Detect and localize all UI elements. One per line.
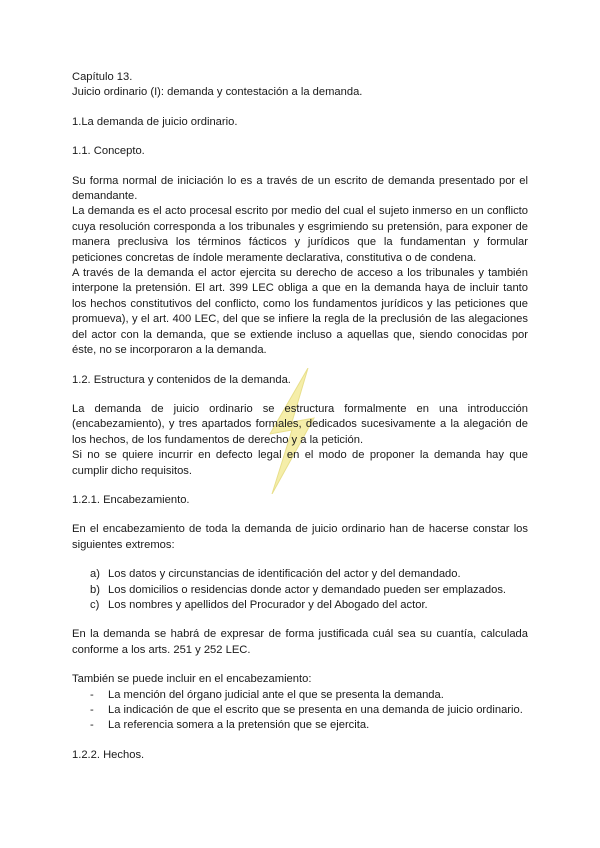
paragraph: La demanda de juicio ordinario se estructura formalmente en una introducción (encabezamiento), y tres apartados formales, dedicados sucesivamente a la alegación de los hechos, de los fundamentos de derecho y a la petición.: [72, 402, 528, 446]
list-marker: c): [90, 598, 100, 611]
list-item: [90, 583, 528, 598]
section-heading: 1.1. Concepto.: [72, 145, 145, 158]
chapter-title: Capítulo 13.: [72, 71, 133, 83]
list-marker: -: [90, 688, 94, 701]
list-item-text: La mención del órgano judicial ante el que se presenta la demanda.: [108, 688, 444, 701]
paragraph: En la demanda se habrá de expresar de forma justificada cuál sea su cuantía, calculada conforme a los arts. 251 y 252 LEC.: [72, 628, 528, 656]
paragraph: Su forma normal de iniciación lo es a través de un escrito de demanda presentado por el demandante.: [72, 174, 528, 203]
section-heading: 1.2. Estructura y contenidos de la demanda.: [72, 373, 291, 386]
list-marker: a): [90, 568, 100, 581]
section-heading: 1.La demanda de juicio ordinario.: [72, 115, 238, 128]
list-item-text: La indicación de que el escrito que se presenta en una demanda de juicio ordinario.: [108, 704, 523, 716]
list-item: [90, 703, 528, 718]
chapter-subtitle: Juicio ordinario (I): demanda y contestación a la demanda.: [72, 86, 363, 99]
paragraph: Si no se quiere incurrir en defecto legal en el modo de proponer la demanda hay que cumplir dicho requisitos.: [72, 449, 528, 477]
paragraph: En el encabezamiento de toda la demanda de juicio ordinario han de hacerse constar los siguientes extremos:: [72, 523, 528, 551]
document-page: [72, 70, 528, 763]
list-item: [90, 688, 528, 703]
list-item-text: La referencia somera a la pretensión que se ejercita.: [108, 719, 370, 732]
list-marker: b): [90, 583, 100, 596]
list-marker: -: [90, 719, 94, 732]
paragraph: La demanda es el acto procesal escrito por medio del cual el sujeto inmerso en un conflicto cuya resolución corresponda a los tribunales y esgrimiendo su pretensión, para exponer de manera preclusiva los términos fácticos y jurídicos que la fundamentan y formular peticiones concretas de índole meramente declarativa, constitutiva o de condena.: [72, 205, 528, 264]
list-item: [90, 718, 528, 733]
list-item-text: Los domicilios o residencias donde actor y demandado pueden ser emplazados.: [108, 583, 507, 596]
list-item-text: Los nombres y apellidos del Procurador y del Abogado del actor.: [108, 598, 428, 611]
section-heading: 1.2.2. Hechos.: [72, 748, 145, 761]
optional-list: [72, 688, 528, 734]
extremes-list: [72, 567, 528, 613]
list-item: [90, 567, 528, 582]
list-item: [90, 598, 528, 613]
paragraph: También se puede incluir en el encabezamiento:: [72, 673, 312, 686]
list-marker: -: [90, 704, 94, 716]
paragraph: A través de la demanda el actor ejercita su derecho de acceso a los tribunales y también interpone la pretensión. El art. 399 LEC obliga a que en la demanda haya de incluir tanto los hechos constitutivos del conflicto, como los fundamentos jurídicos y las peticiones que promueva), y el art. 400 LEC, del que se infiere la regla de la preclusión de las alegaciones del actor con la demanda, que se extiende incluso a aquellas que, siendo conocidas por éste, no se incorporaron a la demanda.: [72, 267, 528, 357]
list-item-text: Los datos y circunstancias de identificación del actor y del demandado.: [108, 568, 461, 581]
section-heading: 1.2.1. Encabezamiento.: [72, 493, 190, 506]
